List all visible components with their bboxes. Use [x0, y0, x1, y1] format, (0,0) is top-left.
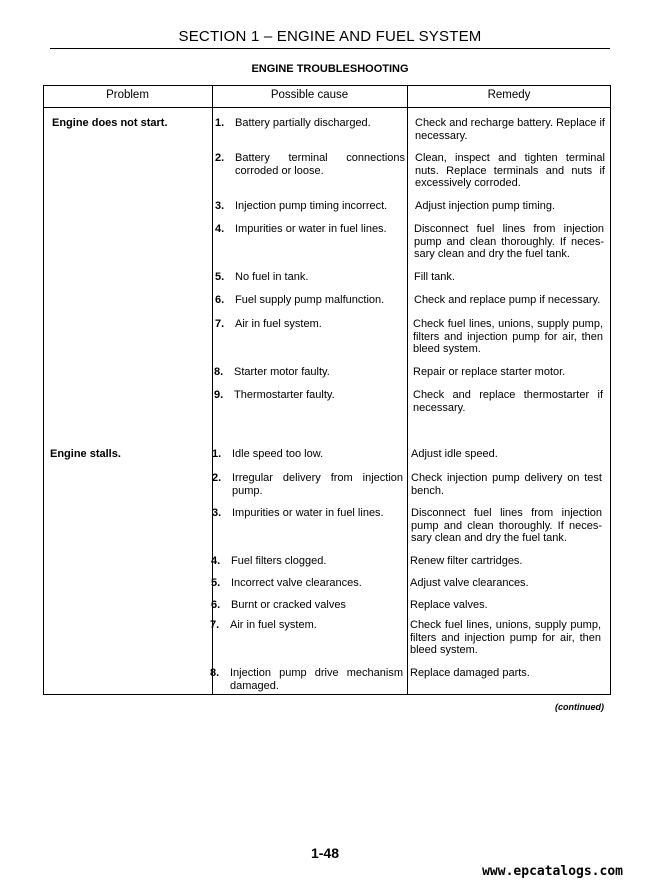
cause-number: 6. — [215, 294, 225, 306]
cause-number: 2. — [215, 152, 225, 164]
cause-number: 8. — [210, 667, 220, 679]
header-possible-cause: Possible cause — [270, 89, 349, 101]
cause-number: 7. — [215, 318, 225, 330]
remedy-text: Adjust injection pump timing. — [415, 200, 556, 212]
cause-number: 3. — [212, 507, 222, 519]
cause-number: 8. — [214, 366, 224, 378]
cause-text: Starter motor faulty. — [234, 366, 330, 378]
watermark: www.epcatalogs.com — [482, 864, 623, 879]
continued-note: (continued) — [555, 702, 604, 712]
cause-text: Thermostarter faulty. — [234, 389, 335, 401]
problem-engine-stalls: Engine stalls. — [50, 448, 121, 460]
cause-number: 6. — [211, 599, 221, 611]
remedy-text: Check fuel lines, unions, supply pump, filters and injection pump for air, then bleed system. — [410, 619, 601, 656]
remedy-text: Replace damaged parts. — [410, 667, 530, 679]
remedy-text: Fill tank. — [414, 271, 455, 283]
cause-number: 4. — [215, 223, 225, 235]
cause-number: 3. — [215, 200, 225, 212]
cause-text: Battery partially discharged. — [235, 117, 371, 129]
remedy-text: Adjust idle speed. — [411, 448, 498, 460]
page-number: 1-48 — [310, 845, 340, 861]
header-problem: Problem — [106, 89, 149, 101]
remedy-text: Check injection pump delivery on test bench. — [411, 472, 602, 497]
remedy-text: Disconnect fuel lines from injection pump and clean thoroughly. If neces-sary clean and dry the fuel tank. — [411, 507, 602, 544]
remedy-text: Repair or replace starter motor. — [413, 366, 566, 378]
column-divider — [407, 85, 408, 695]
cause-number: 7. — [210, 619, 220, 631]
cause-number: 5. — [211, 577, 221, 589]
header-divider — [43, 107, 611, 108]
remedy-text: Disconnect fuel lines from injection pump and clean thoroughly. If neces-sary clean and dry the fuel tank. — [414, 223, 604, 260]
cause-number: 2. — [212, 472, 222, 484]
remedy-text: Clean, inspect and tighten terminal nuts. Replace terminals and nuts if excessively corroded. — [415, 152, 605, 189]
cause-text: Irregular delivery from injection pump. — [232, 472, 403, 497]
remedy-text: Adjust valve clearances. — [410, 577, 529, 589]
cause-text: Air in fuel system. — [235, 318, 322, 330]
cause-number: 1. — [215, 117, 225, 129]
cause-text: Impurities or water in fuel lines. — [235, 223, 387, 235]
remedy-text: Check and replace pump if necessary. — [414, 294, 601, 306]
remedy-text: Check fuel lines, unions, supply pump, filters and injection pump for air, then bleed system. — [413, 318, 603, 355]
cause-text: Fuel supply pump malfunction. — [235, 294, 385, 306]
section-title: SECTION 1 – ENGINE AND FUEL SYSTEM — [178, 28, 482, 45]
header-remedy: Remedy — [487, 89, 531, 101]
cause-text: Air in fuel system. — [230, 619, 317, 631]
title-rule — [50, 48, 610, 49]
problem-engine-does-not-start: Engine does not start. — [52, 117, 168, 129]
remedy-text: Replace valves. — [410, 599, 488, 611]
cause-text: Incorrect valve clearances. — [231, 577, 362, 589]
cause-text: No fuel in tank. — [235, 271, 309, 283]
cause-number: 9. — [214, 389, 224, 401]
cause-number: 1. — [212, 448, 222, 460]
remedy-text: Check and recharge battery. Replace if necessary. — [415, 117, 605, 142]
document-title: ENGINE TROUBLESHOOTING — [251, 63, 409, 75]
cause-text: Injection pump timing incorrect. — [235, 200, 388, 212]
remedy-text: Renew filter cartridges. — [410, 555, 523, 567]
cause-text: Fuel filters clogged. — [231, 555, 327, 567]
cause-text: Injection pump drive mechanism damaged. — [230, 667, 403, 692]
cause-text: Impurities or water in fuel lines. — [232, 507, 384, 519]
cause-number: 4. — [211, 555, 221, 567]
cause-text: Burnt or cracked valves — [231, 599, 346, 611]
cause-number: 5. — [215, 271, 225, 283]
cause-text: Idle speed too low. — [232, 448, 324, 460]
cause-text: Battery terminal connections corroded or loose. — [235, 152, 405, 177]
remedy-text: Check and replace thermostarter if necessary. — [413, 389, 603, 414]
